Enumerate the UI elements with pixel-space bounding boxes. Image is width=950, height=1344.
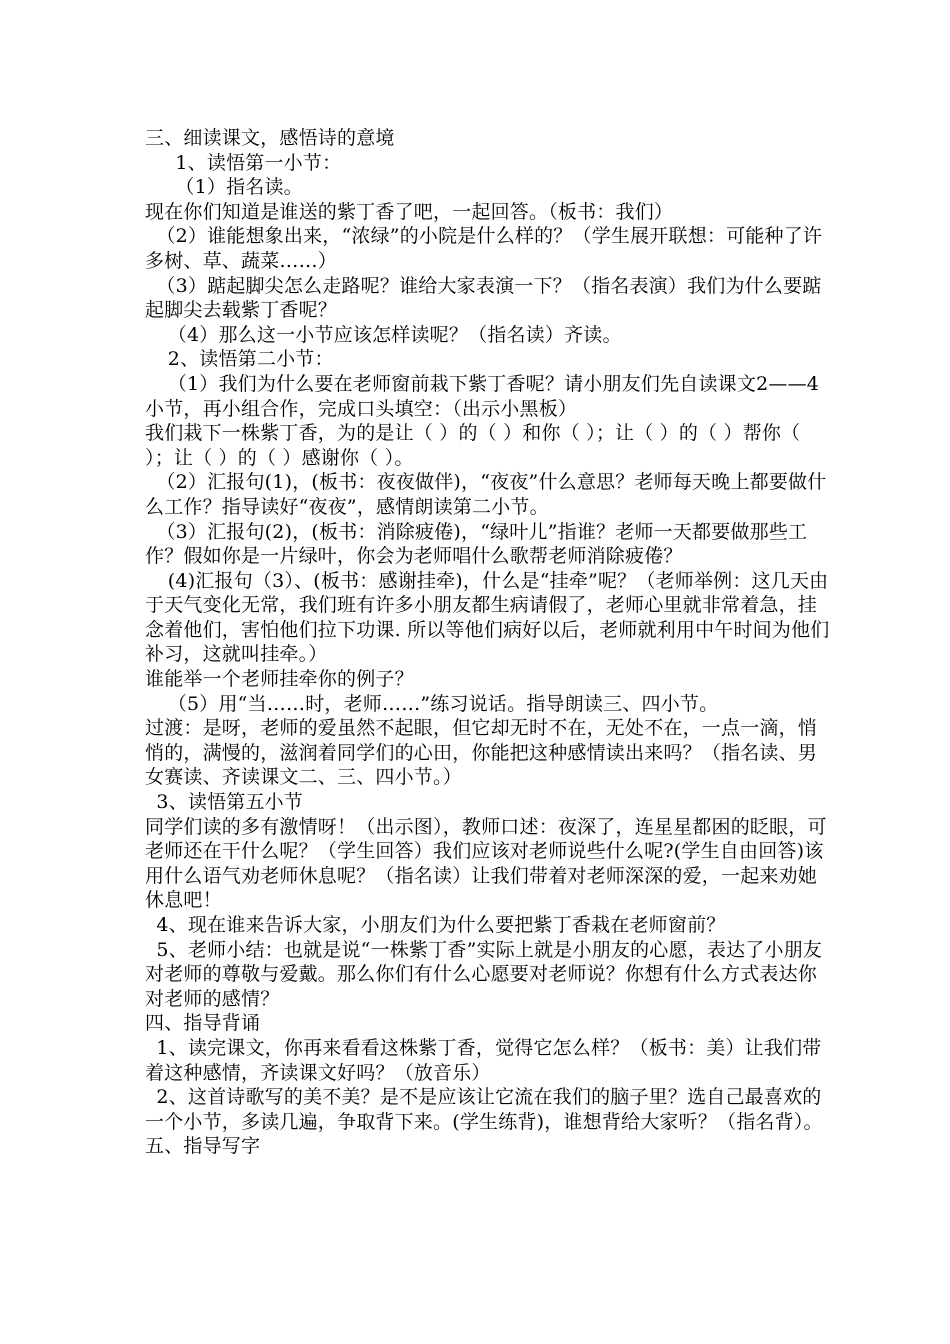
paragraph: 2、读悟第二小节： xyxy=(167,348,334,371)
paragraph: （2）汇报句(1)，(板书：夜夜做伴)，“夜夜”什么意思？老师每天晚上都要做什么工作？指导读好“夜夜”，感情朗读第二小节。 xyxy=(145,471,827,518)
paragraph: 过渡：是呀，老师的爱虽然不起眼，但它却无时不在，无处不在，一点一滴，悄悄的，满慢的，滋润着同学们的心田，你能把这种感情读出来吗？（指名读、男女赛读、齐读课文二、三、四小节。） xyxy=(145,717,818,789)
paragraph: 5、老师小结：也就是说“一株紫丁香”实际上就是小朋友的心愿，表达了小朋友对老师的尊敬与爱戴。那么你们有什么心愿要对老师说？你想有什么方式表达你对老师的感情？ xyxy=(145,938,823,1010)
paragraph: （1）我们为什么要在老师窗前栽下紫丁香呢？请小朋友们先自读课文2——4小节，再小组合作，完成口头填空：（出示小黑板） xyxy=(145,372,820,420)
section-heading: 三、细读课文，感悟诗的意境 xyxy=(145,127,395,149)
section-heading: 四、指导背诵 xyxy=(145,1012,261,1035)
paragraph: （4）那么这一小节应该怎样读呢？（指名读）齐读。 xyxy=(167,323,622,346)
paragraph: （3）汇报句(2)，(板书：消除疲倦)，“绿叶儿”指谁？老师一天都要做那些工作？假如你是一片绿叶，你会为老师唱什么歌帮老师消除疲倦？ xyxy=(145,520,808,568)
paragraph: (4)汇报句（3）、(板书：感谢挂牵)，什么是“挂牵”呢？（老师举例：这几天由于天气变化无常，我们班有许多小朋友都生病请假了，老师心里就非常着急，挂念着他们，害怕他们拉下功课. 所以等他们病好以后，老师就利用中午时间为他们补习，这就叫挂牵。） xyxy=(145,569,830,666)
paragraph: （3）踮起脚尖怎么走路呢？谁给大家表演一下？（指名表演）我们为什么要踮起脚尖去载紫丁香呢？ xyxy=(145,274,822,322)
document-body xyxy=(145,126,835,1159)
paragraph: 同学们读的多有激情呀！（出示图），教师口述：夜深了，连星星都困的眨眼，可老师还在干什么呢？（学生回答）我们应该对老师说些什么呢?(学生自由回答)该用什么语气劝老师休息呢？（指名读）让我们带着对老师深深的爱，一起来劝她休息吧！ xyxy=(145,815,827,912)
paragraph: 1、读悟第一小节： xyxy=(175,151,342,174)
paragraph: 谁能举一个老师挂牵你的例子？ xyxy=(145,668,414,691)
paragraph: 我们栽下一株紫丁香，为的是让（ ）的（ ）和你（ ）；让（ ）的（ ）帮你（ ）；让（ ）的（ ）感谢你（ ）。 xyxy=(145,422,801,469)
paragraph: （1）指名读。 xyxy=(175,176,303,199)
paragraph: 4、现在谁来告诉大家，小朋友们为什么要把紫丁香栽在老师窗前？ xyxy=(156,914,726,936)
paragraph: 2、这首诗歌写的美不美？是不是应该让它流在我们的脑子里？选自己最喜欢的一个小节，多读几遍，争取背下来。(学生练背)，谁想背给大家听？（指名背）。 xyxy=(145,1086,823,1133)
paragraph: （2）谁能想象出来，“浓绿”的小院是什么样的？（学生展开联想：可能种了许多树、草、蔬菜……） xyxy=(145,225,823,272)
paragraph: 1、读完课文，你再来看看这株紫丁香，觉得它怎么样？（板书：美）让我们带着这种感情，齐读课文好吗？（放音乐） xyxy=(145,1036,822,1084)
paragraph: （5）用“当……时，老师……”练习说话。指导朗读三、四小节。 xyxy=(167,692,719,715)
paragraph: 现在你们知道是谁送的紫丁香了吧，一起回答。（板书：我们） xyxy=(145,200,674,223)
section-heading: 五、指导写字 xyxy=(145,1135,261,1158)
paragraph: 3、读悟第五小节 xyxy=(156,791,304,814)
